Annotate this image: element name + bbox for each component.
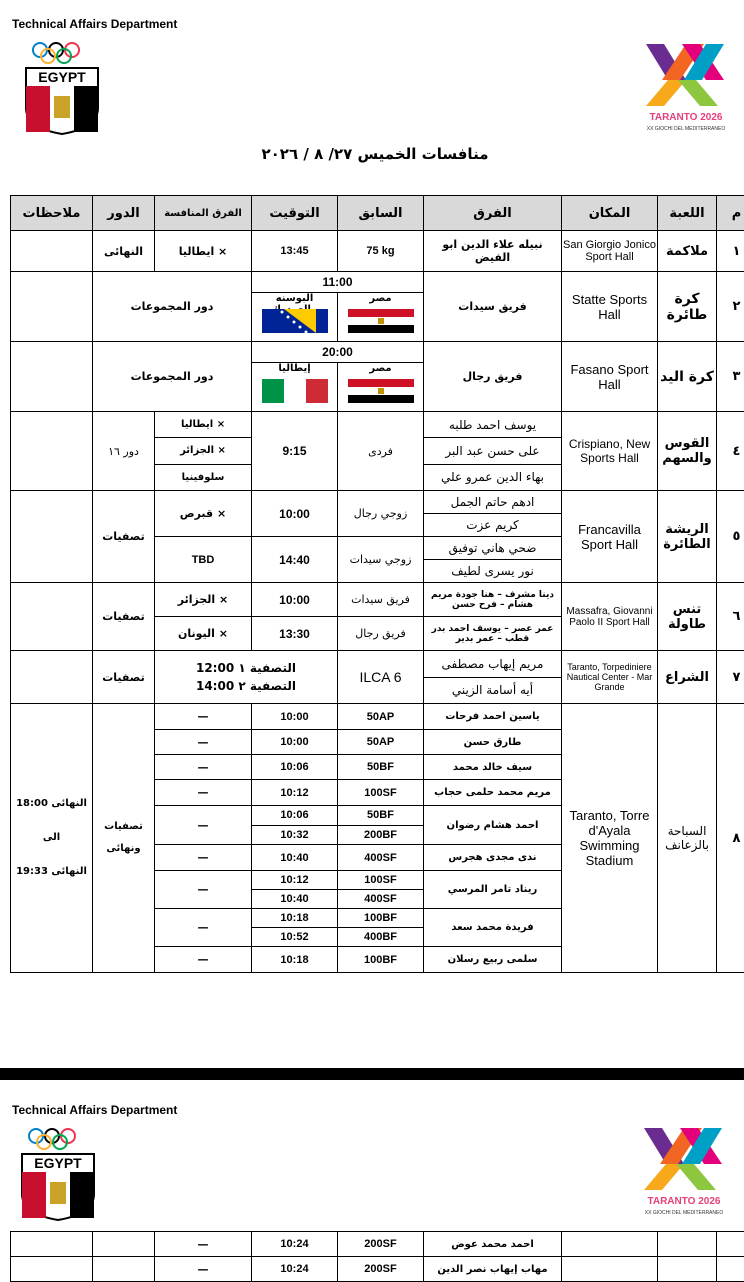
players-cell bbox=[424, 412, 562, 491]
col-opponents: الفرق المنافسة bbox=[155, 196, 252, 231]
time-cell: 10:24 bbox=[252, 1232, 338, 1257]
opponent-cell: × الجزائر bbox=[155, 583, 252, 617]
swimmer-name: ياسين احمد فرحات bbox=[424, 704, 562, 730]
round-cell: تصفيات bbox=[93, 491, 155, 583]
match-cell bbox=[252, 272, 424, 342]
dash-cell: — bbox=[155, 780, 252, 806]
table-row bbox=[11, 231, 744, 272]
olympic-rings-icon bbox=[30, 42, 100, 64]
bosnia-flag-icon bbox=[262, 309, 328, 333]
round-cell: دور المجموعات bbox=[93, 342, 252, 412]
dash-cell: — bbox=[155, 909, 252, 947]
round-cell: النهائى bbox=[93, 231, 155, 272]
olympic-rings-icon bbox=[26, 1128, 96, 1150]
italy-flag-icon bbox=[262, 379, 328, 403]
col-sport: اللعبة bbox=[658, 196, 717, 231]
col-venue: المكان bbox=[562, 196, 658, 231]
event-cell: 100BF 400BF bbox=[338, 909, 424, 947]
opponents-cell: × ايطاليا × الجزائر سلوفينيا bbox=[155, 412, 252, 491]
time-cell: 13:30 bbox=[252, 617, 338, 651]
notes-cell bbox=[11, 231, 93, 272]
event-cell: 200SF bbox=[338, 1232, 424, 1257]
event-cell: فريق سيدات bbox=[338, 583, 424, 617]
time-cell: 10:40 bbox=[252, 845, 338, 871]
row-number: ١ bbox=[717, 231, 744, 272]
row-number: ٨ bbox=[717, 704, 744, 973]
venue-cell: Massafra, Giovanni Paolo II Sport Hall bbox=[562, 583, 658, 651]
table-row bbox=[11, 1232, 744, 1257]
department-label: Technical Affairs Department bbox=[12, 17, 177, 31]
round-cell: دور ١٦ bbox=[93, 412, 155, 491]
row-number bbox=[717, 1257, 744, 1282]
row-number bbox=[717, 1232, 744, 1257]
opponent-cell: × اليونان bbox=[155, 617, 252, 651]
table-row bbox=[11, 704, 744, 730]
svg-text:TARANTO 2026: TARANTO 2026 bbox=[650, 112, 723, 123]
time-cell: 10:00 bbox=[252, 704, 338, 730]
page-title: منافسات الخميس ٢٧/ ٨ / ٢٠٢٦ bbox=[255, 145, 495, 163]
round-cell bbox=[93, 1257, 155, 1282]
col-time: التوقيت bbox=[252, 196, 338, 231]
page-separator bbox=[0, 1068, 744, 1080]
swimmer-name: ريناد تامر المرسي bbox=[424, 871, 562, 909]
swimmer-name: ندى مجدى هجرس bbox=[424, 845, 562, 871]
svg-text:TARANTO 2026: TARANTO 2026 bbox=[648, 1196, 721, 1207]
time-cell: 9:15 bbox=[252, 412, 338, 491]
event-cell: 50BF 200BF bbox=[338, 806, 424, 845]
notes-cell: النهائى 18:00 الى النهائى 19:33 bbox=[11, 704, 93, 973]
venue-cell: San Giorgio Jonico Sport Hall bbox=[562, 231, 658, 272]
time-cell: 10:12 bbox=[252, 780, 338, 806]
event-cell: ILCA 6 bbox=[338, 651, 424, 704]
match-cell bbox=[252, 342, 424, 412]
event-cell: 100SF 400SF bbox=[338, 871, 424, 909]
row-number: ٣ bbox=[717, 342, 744, 412]
table-row bbox=[11, 651, 744, 704]
round-cell: دور المجموعات bbox=[93, 272, 252, 342]
time-cell: 13:45 bbox=[252, 231, 338, 272]
notes-cell bbox=[11, 412, 93, 491]
swimmer-name: مهاب إيهاب نصر الدين bbox=[424, 1257, 562, 1282]
notes-cell bbox=[11, 1257, 93, 1282]
dash-cell: — bbox=[155, 704, 252, 730]
sport-cell: الشراع bbox=[658, 651, 717, 704]
swimmer-name: سيف خالد محمد bbox=[424, 755, 562, 780]
dash-cell: — bbox=[155, 1257, 252, 1282]
opponent-cell: × قبرص bbox=[155, 491, 252, 537]
players-cell: دينا مشرف – هنا جودة مريم هشام – فرح حسن bbox=[424, 583, 562, 617]
round-cell: تصفيات ونهائى bbox=[93, 704, 155, 973]
event-cell: 100SF bbox=[338, 780, 424, 806]
table-row bbox=[11, 583, 744, 617]
dash-cell: — bbox=[155, 947, 252, 973]
time-cell: 10:06 bbox=[252, 755, 338, 780]
row-number: ٧ bbox=[717, 651, 744, 704]
venue-cell bbox=[562, 1257, 658, 1282]
dash-cell: — bbox=[155, 806, 252, 845]
row-number: ٦ bbox=[717, 583, 744, 651]
sport-cell: كرة اليد bbox=[658, 342, 717, 412]
sport-cell: تنس طاولة bbox=[658, 583, 717, 651]
team-cell: نبيله علاء الدين ابو الفيض bbox=[424, 231, 562, 272]
players-cell: ادهم حاتم الجمل كريم عزت bbox=[424, 491, 562, 537]
player-name: يوسف احمد طلبه bbox=[424, 412, 561, 437]
venue-cell: Crispiano, New Sports Hall bbox=[562, 412, 658, 491]
event-cell: فريق رجال bbox=[338, 617, 424, 651]
sport-cell: السباحة بالزعانف bbox=[658, 704, 717, 973]
players-cell: ضحي هاني توفيق نور يسرى لطيف bbox=[424, 537, 562, 583]
event-cell: زوجي رجال bbox=[338, 491, 424, 537]
swimmer-name: طارق حسن bbox=[424, 730, 562, 755]
away-team: إيطاليا bbox=[252, 363, 338, 411]
col-round: الدور bbox=[93, 196, 155, 231]
svg-text:EGYPT: EGYPT bbox=[34, 1155, 82, 1171]
player-name: على حسن عبد البر bbox=[424, 437, 561, 463]
round-cell bbox=[93, 1232, 155, 1257]
opponent-cell: TBD bbox=[155, 537, 252, 583]
notes-cell bbox=[11, 1232, 93, 1257]
svg-text:XX GIOCHI DEL MEDITERRANEO: XX GIOCHI DEL MEDITERRANEO bbox=[647, 126, 726, 132]
time-cell: 10:18 bbox=[252, 947, 338, 973]
swimmer-name: سلمى ربيع رسلان bbox=[424, 947, 562, 973]
event-cell: 400SF bbox=[338, 845, 424, 871]
table-row bbox=[11, 272, 744, 342]
team-cell: فريق سيدات bbox=[424, 272, 562, 342]
taranto-2026-logo bbox=[640, 40, 732, 136]
event-cell: زوجي سيدات bbox=[338, 537, 424, 583]
opponent-cell: × ايطاليا bbox=[155, 231, 252, 272]
dash-cell: — bbox=[155, 755, 252, 780]
sport-cell bbox=[658, 1232, 717, 1257]
row-number: ٤ bbox=[717, 412, 744, 491]
round-cell: تصفيات bbox=[93, 583, 155, 651]
round-cell: تصفيات bbox=[93, 651, 155, 704]
egypt-flag-icon bbox=[348, 379, 414, 403]
swimmer-name: مريم محمد حلمى حجاب bbox=[424, 780, 562, 806]
col-event: السابق bbox=[338, 196, 424, 231]
col-number: م bbox=[717, 196, 744, 231]
player-name: بهاء الدين عمرو علي bbox=[424, 464, 561, 490]
swimmer-name: احمد هشام رضوان bbox=[424, 806, 562, 845]
svg-text:XX GIOCHI DEL MEDITERRANEO: XX GIOCHI DEL MEDITERRANEO bbox=[645, 1210, 724, 1216]
venue-cell: Taranto, Torpediniere Nautical Center - Mar Grande bbox=[562, 651, 658, 704]
event-cell: 50AP bbox=[338, 730, 424, 755]
dash-cell: — bbox=[155, 845, 252, 871]
row-number: ٥ bbox=[717, 491, 744, 583]
event-cell: 200SF bbox=[338, 1257, 424, 1282]
team-cell: فريق رجال bbox=[424, 342, 562, 412]
table-row bbox=[11, 342, 744, 412]
event-cell: 100BF bbox=[338, 947, 424, 973]
time-cell: 10:00 bbox=[252, 491, 338, 537]
swimmer-name: احمد محمد عوض bbox=[424, 1232, 562, 1257]
col-teams: الفرق bbox=[424, 196, 562, 231]
event-cell: فردى bbox=[338, 412, 424, 491]
notes-cell bbox=[11, 491, 93, 583]
time-cell: 10:00 bbox=[252, 730, 338, 755]
sport-cell bbox=[658, 1257, 717, 1282]
time-cell: 10:24 bbox=[252, 1257, 338, 1282]
table-row bbox=[11, 1257, 744, 1282]
table-header-row bbox=[11, 196, 744, 231]
time-cell: 11:00 bbox=[252, 272, 423, 293]
egypt-olympic-logo bbox=[24, 42, 104, 142]
row-number: ٢ bbox=[717, 272, 744, 342]
egypt-flag-icon bbox=[348, 309, 414, 333]
away-team: البوسنه bbox=[252, 293, 338, 341]
notes-cell bbox=[11, 651, 93, 704]
venue-cell: Statte Sports Hall bbox=[562, 272, 658, 342]
schedule-table-continued bbox=[10, 1231, 744, 1282]
sport-cell: كرة طائرة bbox=[658, 272, 717, 342]
taranto-2026-logo bbox=[638, 1124, 730, 1220]
table-row bbox=[11, 412, 744, 491]
sport-cell: القوس والسهم bbox=[658, 412, 717, 491]
col-notes: ملاحظات bbox=[11, 196, 93, 231]
time-cell: 10:18 10:52 bbox=[252, 909, 338, 947]
venue-cell bbox=[562, 1232, 658, 1257]
table-row bbox=[11, 491, 744, 537]
taranto-xx-icon bbox=[638, 1124, 730, 1220]
event-cell: 75 kg bbox=[338, 231, 424, 272]
taranto-xx-icon bbox=[640, 40, 732, 136]
time-cell: 10:12 10:40 bbox=[252, 871, 338, 909]
egypt-shield-icon bbox=[20, 1152, 96, 1222]
time-cell: 10:06 10:32 bbox=[252, 806, 338, 845]
egypt-shield-icon bbox=[24, 66, 100, 136]
players-cell: عمر عصر – يوسف احمد بدر قطب – عمر بدير bbox=[424, 617, 562, 651]
department-label: Technical Affairs Department bbox=[12, 1103, 177, 1117]
notes-cell bbox=[11, 272, 93, 342]
svg-text:EGYPT: EGYPT bbox=[38, 69, 86, 85]
home-team: مصر bbox=[338, 293, 423, 341]
event-cell: 50BF bbox=[338, 755, 424, 780]
dash-cell: — bbox=[155, 1232, 252, 1257]
dash-cell: — bbox=[155, 871, 252, 909]
swimmer-name: فريدة محمد سعد bbox=[424, 909, 562, 947]
time-cell: 10:00 bbox=[252, 583, 338, 617]
venue-cell: Francavilla Sport Hall bbox=[562, 491, 658, 583]
schedule-table bbox=[10, 195, 744, 973]
home-team: مصر bbox=[338, 363, 423, 411]
venue-cell: Fasano Sport Hall bbox=[562, 342, 658, 412]
time-cell: 14:40 bbox=[252, 537, 338, 583]
egypt-olympic-logo bbox=[20, 1128, 100, 1228]
sport-cell: الريشة الطائرة bbox=[658, 491, 717, 583]
sport-cell: ملاكمة bbox=[658, 231, 717, 272]
notes-cell bbox=[11, 342, 93, 412]
venue-cell: Taranto, Torre d'Ayala Swimming Stadium bbox=[562, 704, 658, 973]
dash-cell: — bbox=[155, 730, 252, 755]
notes-cell bbox=[11, 583, 93, 651]
schedule-cell: التصفية ١ 12:00 التصفية ٢ 14:00 bbox=[155, 651, 338, 704]
players-cell: مريم إيهاب مصطفى أيه أسامة الزيني bbox=[424, 651, 562, 704]
event-cell: 50AP bbox=[338, 704, 424, 730]
time-cell: 20:00 bbox=[252, 342, 423, 363]
